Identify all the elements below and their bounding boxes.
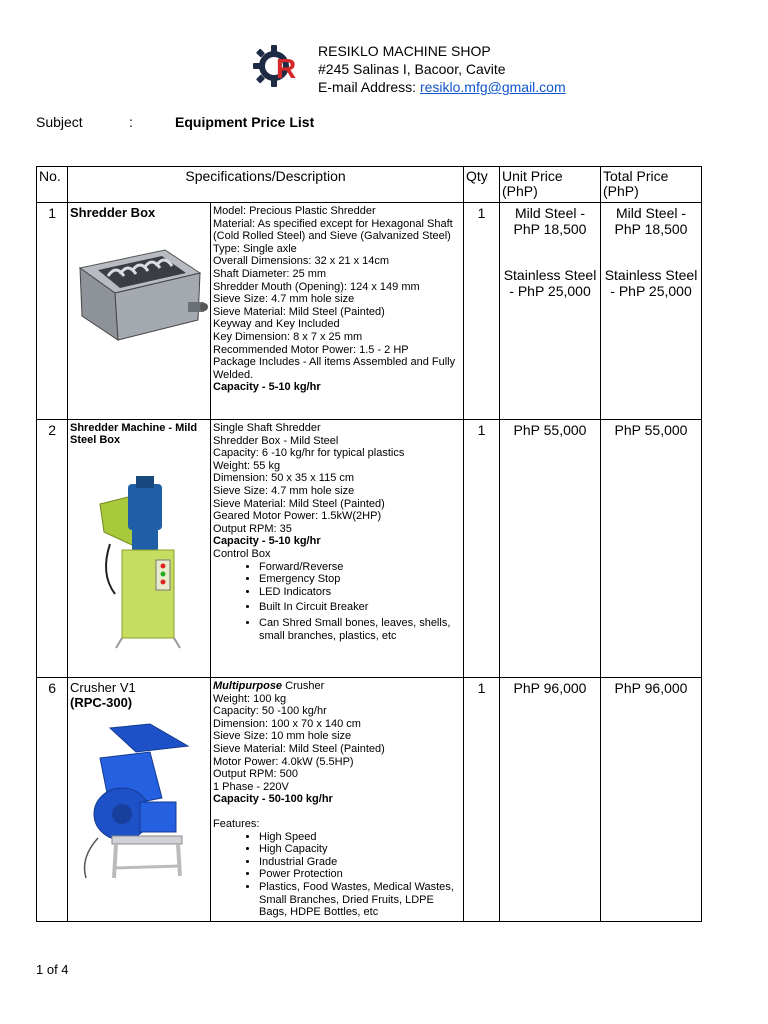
subject-value: Equipment Price List [175,114,315,130]
qty-value: 1 [464,678,500,922]
header-qty: Qty [464,167,500,203]
unit-price-cell [500,203,601,420]
subject-label: Subject [36,114,83,130]
list-item: • Forward/Reverse [259,561,461,574]
spec-line: Recommended Motor Power: 1.5 - 2 HP [213,343,409,356]
product-name: Shredder Box [70,205,156,220]
company-address: #245 Salinas I, Bacoor, Cavite [318,61,506,77]
header-spec: Specifications/Description [68,167,464,203]
list-item: • Industrial Grade [259,856,461,869]
spec-line: Single Shaft Shredder [213,422,321,434]
spec-emphasis: Multipurpose [213,680,283,692]
qty-value: 1 [464,420,500,678]
spec-line: Sieve Material: Mild Steel (Painted) [213,497,385,510]
specification-cell [211,420,464,678]
unit-price-stainless-steel: Stainless Steel - PhP 25,000 [503,267,597,299]
qty-value: 1 [464,203,500,420]
list-item: • Plastics, Food Wastes, Medical Wastes, Small Branches, Dried Fruits, LDPE Bags, HDPE Bottles, etc [259,881,461,919]
spec-title-rest: Crusher [282,680,325,692]
crusher-photo [70,718,208,888]
product-model: (RPC-300) [70,695,133,710]
row-number: 2 [37,420,68,678]
spec-line: Weight: 55 kg [213,459,281,472]
total-price: PhP 55,000 [601,420,702,678]
spec-line: Output RPM: 35 [213,522,292,535]
header-unit-price: Unit Price (PhP) [500,167,601,203]
spec-title [213,680,461,693]
email-label: E-mail Address: [318,79,420,95]
header-no: No. [37,167,68,203]
features-label: Features: [213,817,260,830]
specification-cell [211,678,464,922]
capacity-line: Capacity - 50-100 kg/hr [213,793,333,806]
spec-line: Output RPM: 500 [213,768,298,781]
email-link[interactable]: resiklo.mfg@gmail.com [419,79,566,95]
product-name: Crusher V1 [70,680,136,695]
unit-price-mild-steel: Mild Steel - PhP 18,500 [513,205,587,237]
unit-price: PhP 55,000 [500,420,601,678]
company-info [318,42,566,96]
total-price: PhP 96,000 [601,678,702,922]
product-name: Shredder Machine - Mild Steel Box [70,422,198,446]
product-cell [68,203,211,420]
list-item: • High Speed [259,831,461,844]
spec-line: Material: As specified except for Hexagonal Shaft (Cold Rolled Steel) and Sieve (Galvanized Steel) [213,217,453,243]
spec-line: Motor Power: 4.0kW (5.5HP) [213,755,354,768]
shredder-machine-photo [70,454,208,654]
header-total-price: Total Price (PhP) [601,167,702,203]
list-item: • Power Protection [259,868,461,881]
spec-line: Type: Single axle [213,242,297,255]
subject-colon: : [129,114,133,130]
spec-line: Weight: 100 kg [213,692,287,705]
row-number: 1 [37,203,68,420]
company-email-line [318,78,566,96]
total-price-stainless-steel: Stainless Steel - PhP 25,000 [604,267,698,299]
capacity-line: Capacity - 5-10 kg/hr [213,535,321,548]
table-header-row [37,167,702,203]
specification-cell [211,203,464,420]
spec-line: Geared Motor Power: 1.5kW(2HP) [213,510,382,523]
spec-line: Sieve Material: Mild Steel (Painted) [213,742,385,755]
spec-line: Dimension: 50 x 35 x 115 cm [213,472,355,485]
spec-line: Key Dimension: 8 x 7 x 25 mm [213,330,363,343]
spec-line: Sieve Size: 4.7 mm hole size [213,484,355,497]
list-item: • LED Indicators [259,586,461,599]
spec-line: Capacity: 50 -100 kg/hr [213,705,327,718]
table-row [37,203,702,420]
spec-line: Sieve Size: 4.7 mm hole size [213,293,355,306]
gear-logo-icon [252,42,300,90]
spec-line: Shredder Box - Mild Steel [213,434,339,447]
spec-line: Shaft Diameter: 25 mm [213,267,327,280]
spec-line: Package Includes - All items Assembled and Fully Welded. [213,356,456,381]
table-row [37,420,702,678]
letterhead [252,40,672,100]
features-list [213,831,461,919]
price-table [36,166,702,922]
spec-line: Sieve Size: 10 mm hole size [213,730,352,743]
spec-line: Keyway and Key Included [213,318,340,331]
page-number: 1 of 4 [36,962,69,977]
spec-line: Dimension: 100 x 70 x 140 cm [213,717,361,730]
spec-line: 1 Phase - 220V [213,780,289,793]
spec-line: Overall Dimensions: 32 x 21 x 14cm [213,255,390,268]
capacity-line: Capacity - 5-10 kg/hr [213,381,321,394]
list-item: • Emergency Stop [259,573,461,586]
spec-line: Capacity: 6 -10 kg/hr for typical plastics [213,447,405,460]
company-name: RESIKLO MACHINE SHOP [318,43,491,59]
spec-line: Model: Precious Plastic Shredder [213,205,376,217]
shredder-box-photo [70,228,208,348]
total-price-cell [601,203,702,420]
table-row [37,678,702,922]
list-item: • High Capacity [259,843,461,856]
list-item: • Built In Circuit Breaker [259,601,461,614]
unit-price: PhP 96,000 [500,678,601,922]
spec-line: Shredder Mouth (Opening): 124 x 149 mm [213,280,420,293]
row-number: 6 [37,678,68,922]
product-cell [68,678,211,922]
product-cell [68,420,211,678]
list-item: • Can Shred Small bones, leaves, shells, small branches, plastics, etc [259,617,461,642]
control-box-label: Control Box [213,547,271,560]
total-price-mild-steel: Mild Steel - PhP 18,500 [614,205,688,237]
control-box-list [213,561,461,643]
logo-letter: R [276,53,297,84]
spec-line: Sieve Material: Mild Steel (Painted) [213,305,385,318]
